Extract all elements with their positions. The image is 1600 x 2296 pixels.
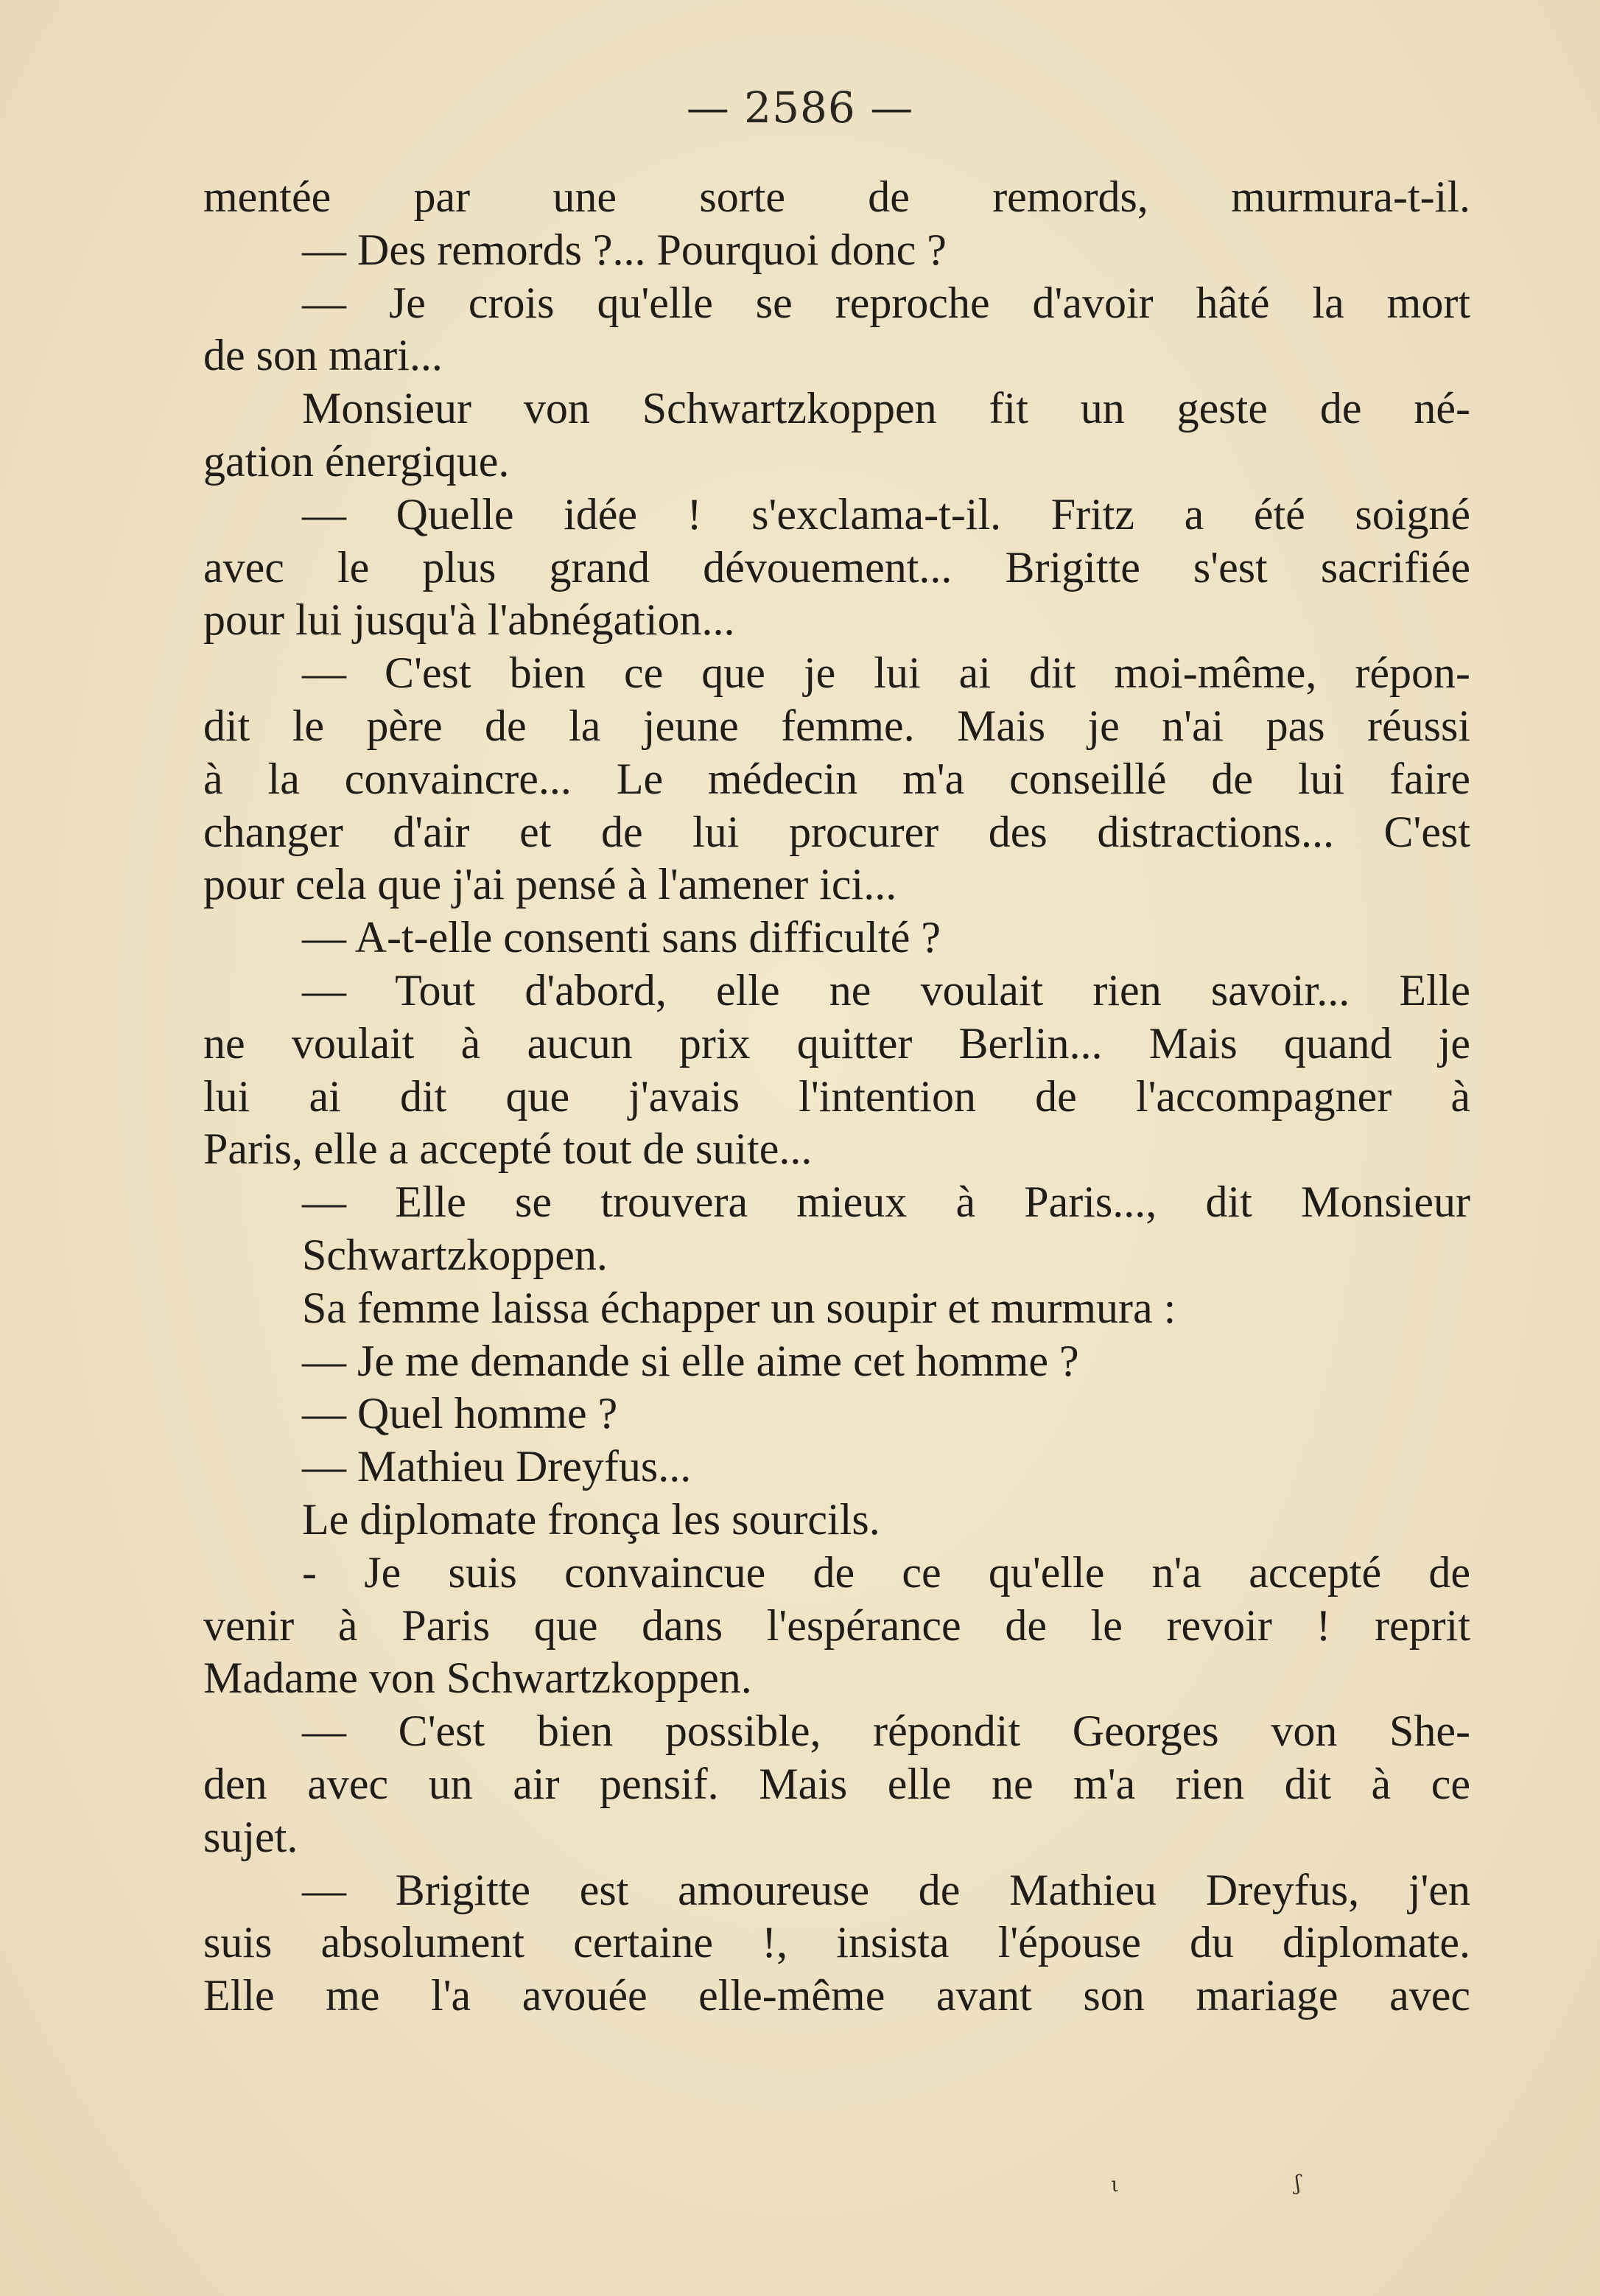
text-line: Schwartzkoppen.	[302, 1230, 608, 1279]
text-line: pour lui jusqu'à l'abnégation...	[203, 595, 735, 645]
text-line: lui ai dit que j'avais l'intention de l'accompagner à	[203, 1071, 1470, 1121]
text-line: de son mari...	[203, 331, 443, 380]
text-line: den avec un air pensif. Mais elle ne m'a rien dit à ce	[203, 1759, 1470, 1808]
text-line: mentée par une sorte de remords, murmura-t-il.	[203, 172, 1470, 221]
text-line: changer d'air et de lui procurer des distractions... C'est	[203, 807, 1470, 856]
text-line: Elle me l'a avouée elle-même avant son mariage avec	[203, 1971, 1470, 2020]
page-speck: ι	[1111, 2172, 1119, 2197]
text-line: - Je suis convaincue de ce qu'elle n'a accepté de	[302, 1547, 1470, 1597]
text-line: — Quelle idée ! s'exclama-t-il. Fritz a été soigné	[302, 489, 1470, 539]
text-line: — Brigitte est amoureuse de Mathieu Dreyfus, j'en	[302, 1865, 1470, 1914]
text-line: — Je crois qu'elle se reproche d'avoir hâté la mort	[302, 278, 1470, 327]
text-line: gation énergique.	[203, 436, 510, 486]
text-line: — Tout d'abord, elle ne voulait rien savoir... Elle	[302, 965, 1470, 1015]
text-line: Paris, elle a accepté tout de suite...	[203, 1124, 813, 1174]
text-line: Monsieur von Schwartzkoppen fit un geste de né-	[302, 384, 1470, 433]
text-line: Madame von Schwartzkoppen.	[203, 1653, 752, 1703]
text-line: sujet.	[203, 1812, 298, 1861]
page-speck: ʃ	[1295, 2171, 1301, 2195]
text-line: — Mathieu Dreyfus...	[302, 1442, 692, 1491]
text-line: — C'est bien possible, répondit Georges von She-	[302, 1707, 1470, 1756]
text-line: pour cela que j'ai pensé à l'amener ici...	[203, 860, 897, 909]
page-number: — 2586 —	[686, 83, 914, 133]
text-line: — Des remords ?... Pourquoi donc ?	[302, 225, 947, 274]
text-line: venir à Paris que dans l'espérance de le revoir ! reprit	[203, 1600, 1470, 1650]
text-line: Le diplomate fronça les sourcils.	[302, 1494, 880, 1544]
text-line: à la convaincre... Le médecin m'a conseillé de lui faire	[203, 754, 1470, 803]
text-line: — Quel homme ?	[302, 1389, 618, 1438]
text-line: — A-t-elle consenti sans difficulté ?	[302, 913, 941, 962]
body-text	[203, 171, 1470, 2023]
text-line: ne voulait à aucun prix quitter Berlin... Mais quand je	[203, 1018, 1470, 1068]
text-line: — Je me demande si elle aime cet homme ?	[302, 1336, 1079, 1385]
text-line: suis absolument certaine !, insista l'épouse du diplomate.	[203, 1918, 1470, 1967]
text-line: — C'est bien ce que je lui ai dit moi-même, répon-	[302, 648, 1470, 698]
text-line: Sa femme laissa échapper un soupir et murmura :	[302, 1283, 1176, 1332]
text-line: avec le plus grand dévouement... Brigitte s'est sacrifiée	[203, 542, 1470, 592]
text-line: — Elle se trouvera mieux à Paris..., dit Monsieur	[302, 1177, 1470, 1227]
text-line: dit le père de la jeune femme. Mais je n'ai pas réussi	[203, 701, 1470, 750]
